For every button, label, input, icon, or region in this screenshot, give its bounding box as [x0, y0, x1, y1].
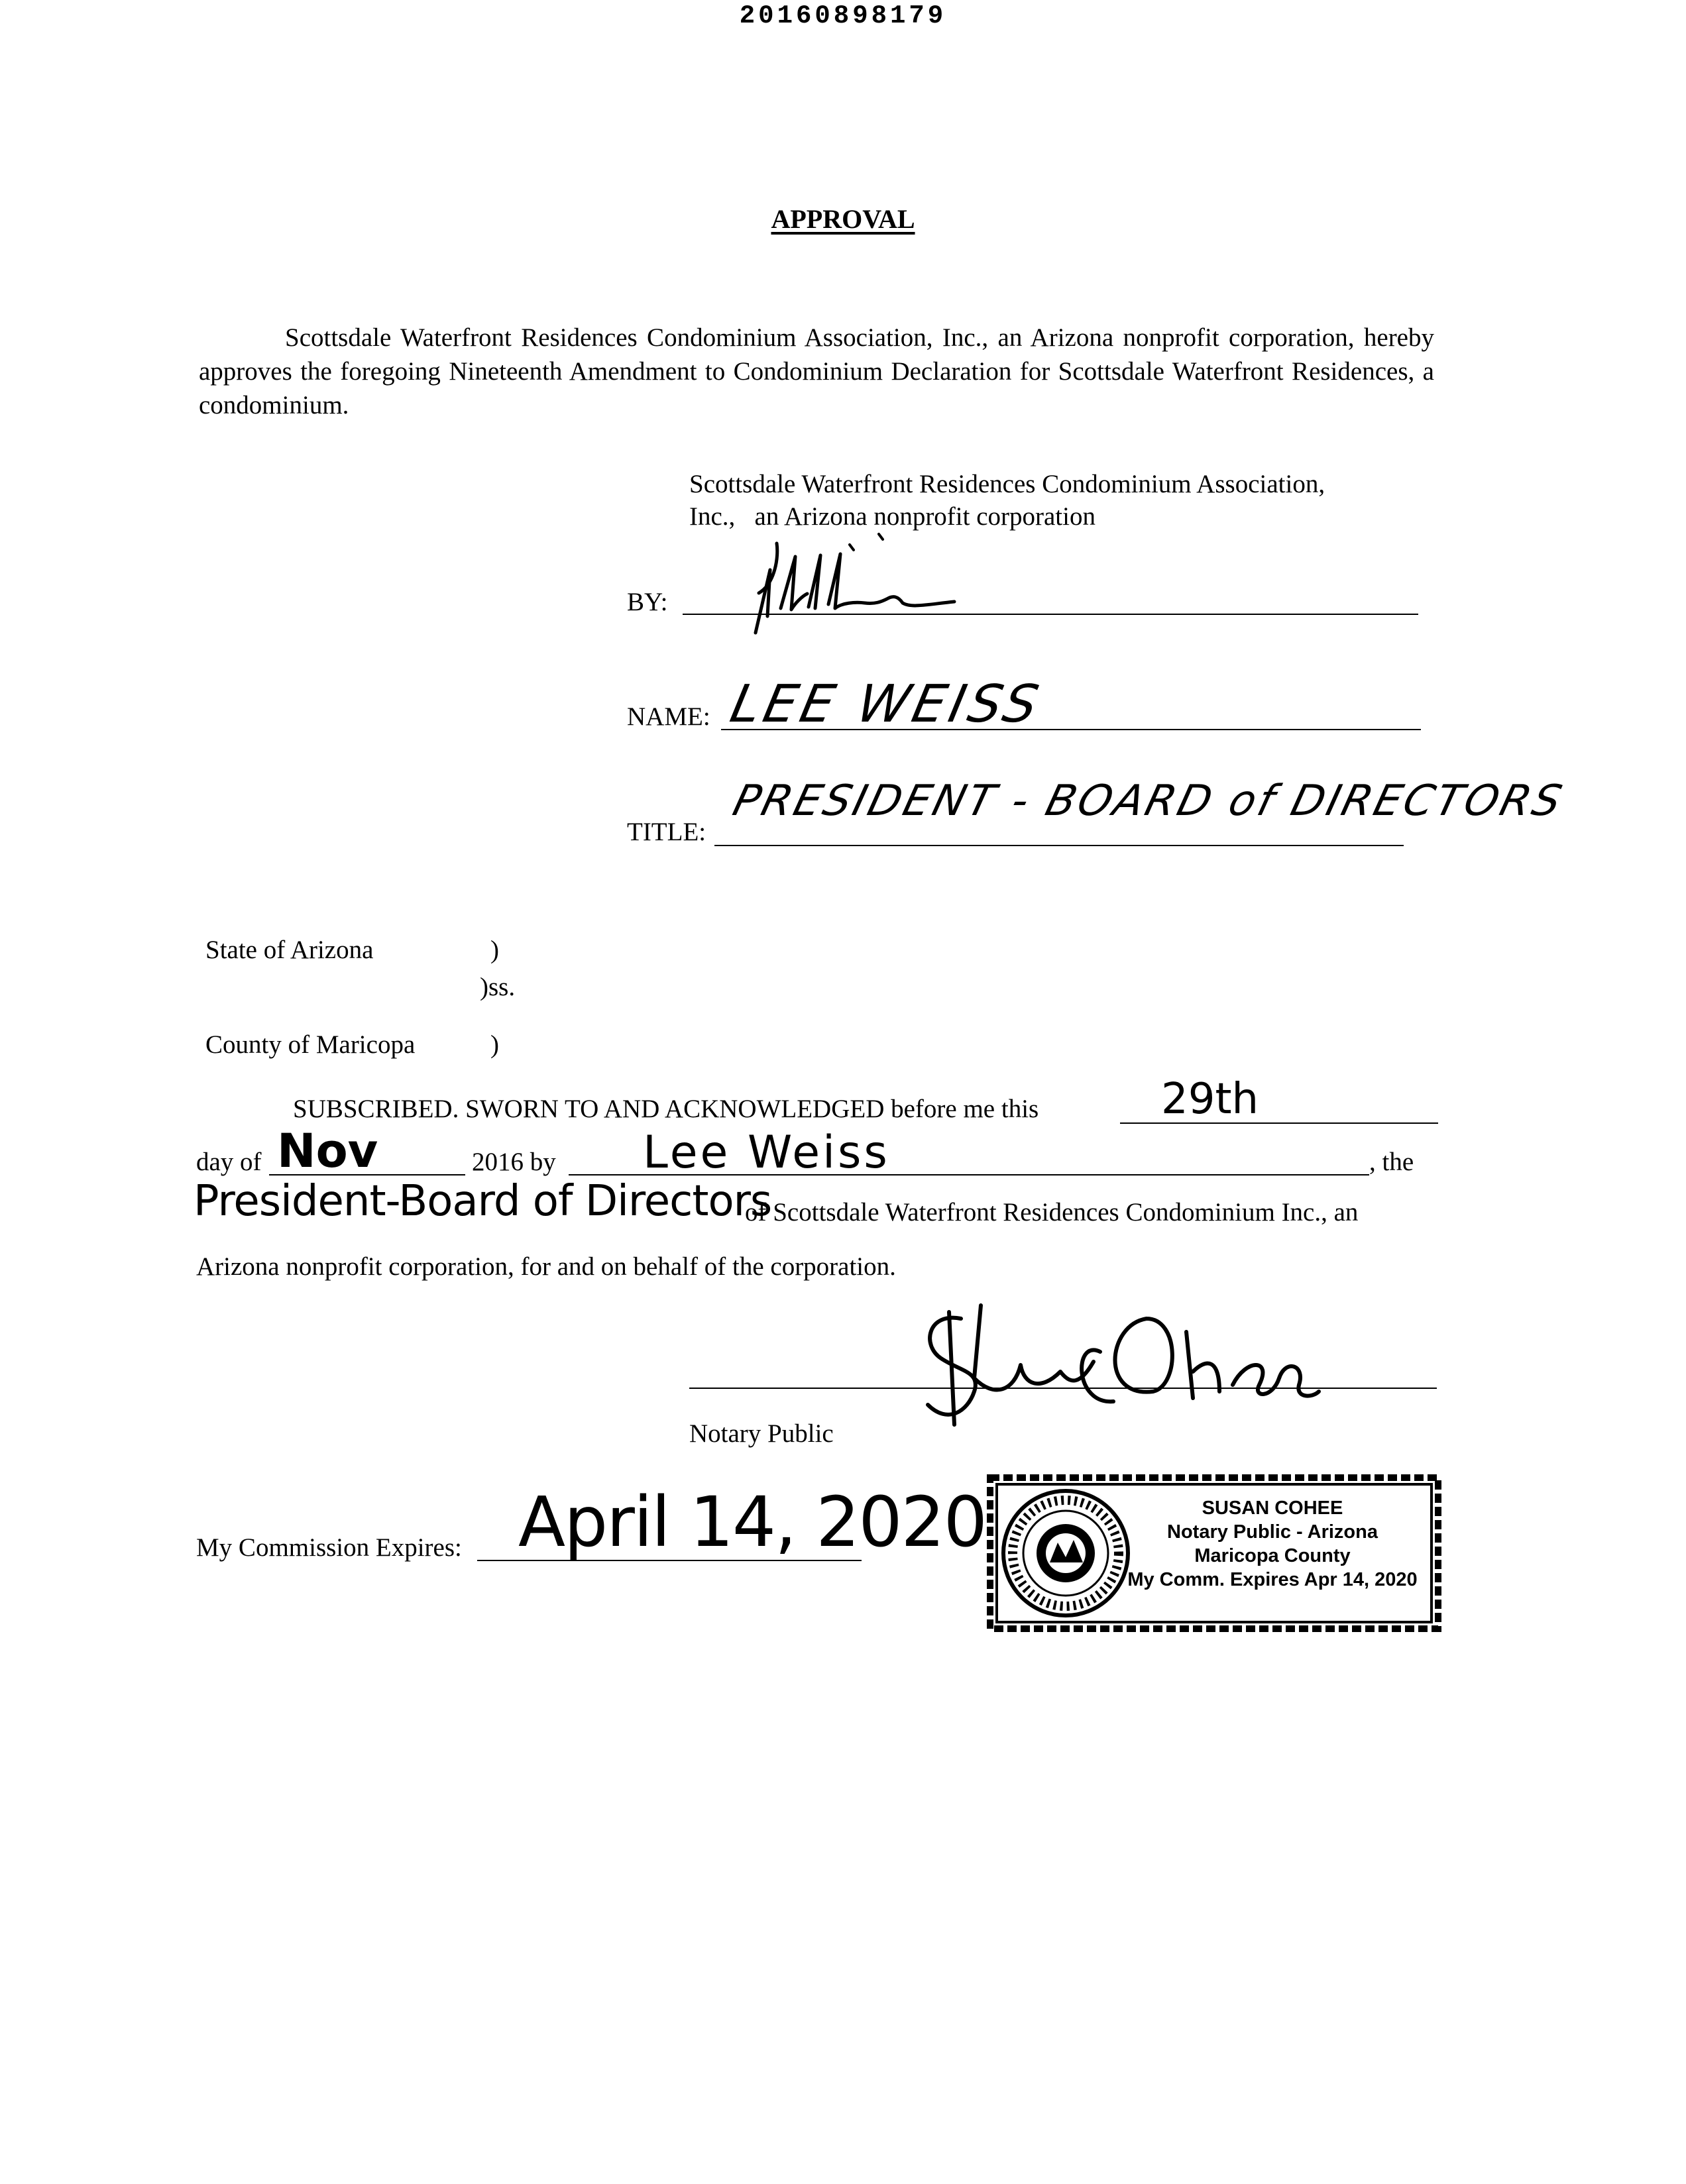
- recording-number: 20160898179: [739, 1, 947, 30]
- acknowledgment-line-1: SUBSCRIBED. SWORN TO AND ACKNOWLEDGED before me this: [293, 1095, 1039, 1123]
- entity-name-line: Scottsdale Waterfront Residences Condominium Association,: [689, 470, 1325, 498]
- entity-type-line: Inc., an Arizona nonprofit corporation: [689, 502, 1096, 531]
- stamp-county: Maricopa County: [1194, 1545, 1351, 1566]
- president-signature: [729, 530, 981, 643]
- venue-paren-1: ): [490, 936, 499, 964]
- venue-paren-2: ): [490, 1030, 499, 1059]
- title-label: TITLE:: [627, 818, 706, 846]
- year-text: 2016 by: [472, 1148, 556, 1176]
- by-label: BY:: [627, 588, 668, 616]
- stamp-notary-name: SUSAN COHEE: [1202, 1498, 1343, 1519]
- stamp-expires: My Comm. Expires Apr 14, 2020: [1127, 1569, 1418, 1590]
- capacity-handwritten: President-Board of Directors: [194, 1177, 772, 1226]
- venue-state: State of Arizona: [205, 936, 374, 964]
- venue-ss: )ss.: [480, 973, 516, 1001]
- name-label: NAME:: [627, 702, 710, 731]
- notary-public-label: Notary Public: [689, 1419, 834, 1448]
- title-handwritten: PRESIDENT - BOARD of DIRECTORS: [728, 777, 1569, 826]
- page-title: APPROVAL: [771, 204, 915, 234]
- title-line: [714, 845, 1404, 846]
- printed-name-handwritten: LEE WEISS: [725, 675, 1048, 734]
- acknowledgment-line-3: of Scottsdale Waterfront Residences Condominium Inc., an: [745, 1198, 1359, 1227]
- notary-signature: [901, 1292, 1325, 1458]
- signer-handwritten: Lee Weiss: [643, 1126, 890, 1179]
- approval-paragraph: Scottsdale Waterfront Residences Condominium Association, Inc., an Arizona nonprofit corporation, hereby approves the foregoing Nineteenth Amendment to Condominium Declaration for Scottsdale Waterfront Residences, a condominium.: [199, 323, 1434, 419]
- day-handwritten: 29th: [1161, 1075, 1259, 1124]
- commission-handwritten: April 14, 2020: [518, 1482, 986, 1562]
- the-text: , the: [1369, 1148, 1414, 1176]
- commission-label: My Commission Expires:: [196, 1533, 462, 1562]
- acknowledgment-line-4: Arizona nonprofit corporation, for and on behalf of the corporation.: [196, 1252, 896, 1281]
- venue-county: County of Maricopa: [205, 1030, 416, 1059]
- stamp-notary-title: Notary Public - Arizona: [1167, 1521, 1378, 1543]
- state-seal-icon: [1003, 1491, 1128, 1615]
- day-of-label: day of: [196, 1148, 262, 1176]
- month-handwritten: Nov: [277, 1124, 378, 1178]
